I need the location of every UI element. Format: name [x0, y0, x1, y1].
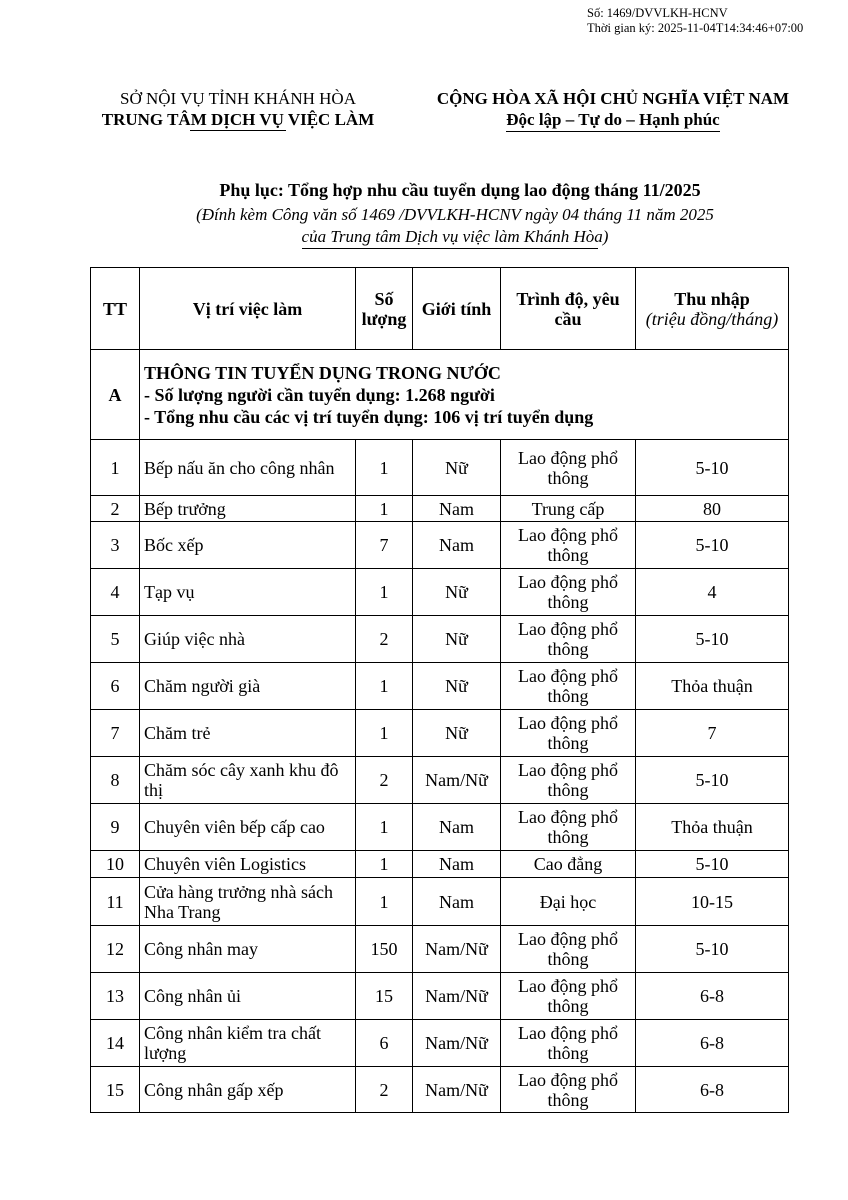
- row-requirement: Lao động phổ thông: [501, 926, 636, 973]
- row-tt: 4: [91, 569, 140, 616]
- national-title: CỘNG HÒA XÃ HỘI CHỦ NGHĨA VIỆT NAM: [436, 89, 790, 108]
- section-row: [91, 350, 789, 440]
- row-quantity: 1: [356, 496, 413, 522]
- row-requirement: Lao động phổ thông: [501, 710, 636, 757]
- income-label: Thu nhập: [674, 288, 750, 309]
- row-quantity: 6: [356, 1020, 413, 1067]
- row-income: 5-10: [636, 926, 789, 973]
- table-row: [91, 616, 789, 663]
- subtitle-line-1: (Đính kèm Công văn số 1469 /DVVLKH-HCNV ngày 04 tháng 11 năm 2025: [196, 205, 714, 224]
- table-row: [91, 522, 789, 569]
- col-header-gender: Giới tính: [413, 268, 501, 350]
- table-row: [91, 973, 789, 1020]
- row-quantity: 150: [356, 926, 413, 973]
- row-requirement: Trung cấp: [501, 496, 636, 522]
- col-header-income: [636, 268, 789, 350]
- table-row: [91, 851, 789, 878]
- row-quantity: 2: [356, 757, 413, 804]
- document-title: Phụ lục: Tổng hợp nhu cầu tuyển dụng lao động tháng 11/2025: [219, 180, 701, 200]
- agency-name: TRUNG TÂM DỊCH VỤ VIỆC LÀM: [101, 110, 375, 129]
- agency-header: [90, 88, 386, 130]
- row-gender: Nam/Nữ: [413, 1067, 501, 1113]
- row-requirement: Lao động phổ thông: [501, 569, 636, 616]
- row-requirement: Lao động phổ thông: [501, 663, 636, 710]
- table-row: [91, 440, 789, 496]
- table-row: [91, 663, 789, 710]
- row-position: Chăm sóc cây xanh khu đô thị: [140, 757, 356, 804]
- section-label: A: [91, 350, 140, 440]
- row-requirement: Lao động phổ thông: [501, 522, 636, 569]
- row-requirement: Lao động phổ thông: [501, 757, 636, 804]
- row-quantity: 1: [356, 440, 413, 496]
- row-quantity: 1: [356, 851, 413, 878]
- row-quantity: 1: [356, 878, 413, 926]
- row-gender: Nữ: [413, 616, 501, 663]
- col-header-quantity: Số lượng: [356, 268, 413, 350]
- row-gender: Nam/Nữ: [413, 1020, 501, 1067]
- signed-time: Thời gian ký: 2025-11-04T14:34:46+07:00: [587, 21, 804, 35]
- row-tt: 15: [91, 1067, 140, 1113]
- row-quantity: 7: [356, 522, 413, 569]
- row-income: 6-8: [636, 973, 789, 1020]
- row-requirement: Lao động phổ thông: [501, 440, 636, 496]
- row-gender: Nữ: [413, 440, 501, 496]
- row-income: 10-15: [636, 878, 789, 926]
- row-position: Giúp việc nhà: [140, 616, 356, 663]
- row-position: Chăm người già: [140, 663, 356, 710]
- row-income: 5-10: [636, 851, 789, 878]
- row-position: Công nhân kiểm tra chất lượng: [140, 1020, 356, 1067]
- row-position: Công nhân gấp xếp: [140, 1067, 356, 1113]
- row-income: 5-10: [636, 522, 789, 569]
- row-requirement: Lao động phổ thông: [501, 1020, 636, 1067]
- row-gender: Nam/Nữ: [413, 757, 501, 804]
- row-gender: Nam/Nữ: [413, 973, 501, 1020]
- col-header-position: Vị trí việc làm: [140, 268, 356, 350]
- row-gender: Nữ: [413, 663, 501, 710]
- row-requirement: Cao đẳng: [501, 851, 636, 878]
- table-row: [91, 804, 789, 851]
- row-quantity: 1: [356, 804, 413, 851]
- row-quantity: 2: [356, 616, 413, 663]
- parent-agency: SỞ NỘI VỤ TỈNH KHÁNH HÒA: [120, 89, 356, 108]
- income-unit: (triệu đồng/tháng): [645, 308, 779, 329]
- row-gender: Nam: [413, 878, 501, 926]
- row-income: 4: [636, 569, 789, 616]
- table-row: [91, 926, 789, 973]
- section-positions: - Tổng nhu cầu các vị trí tuyển dụng: 106 vị trí tuyển dụng: [144, 406, 594, 427]
- row-position: Chăm trẻ: [140, 710, 356, 757]
- row-quantity: 1: [356, 663, 413, 710]
- row-gender: Nam: [413, 851, 501, 878]
- row-gender: Nữ: [413, 569, 501, 616]
- row-gender: Nam/Nữ: [413, 926, 501, 973]
- row-income: 6-8: [636, 1067, 789, 1113]
- row-requirement: Lao động phổ thông: [501, 616, 636, 663]
- row-tt: 13: [91, 973, 140, 1020]
- row-tt: 14: [91, 1020, 140, 1067]
- row-position: Bếp trưởng: [140, 496, 356, 522]
- col-header-requirement: Trình độ, yêu cầu: [501, 268, 636, 350]
- table-row: [91, 710, 789, 757]
- table-row: [91, 569, 789, 616]
- table-row: [91, 496, 789, 522]
- row-position: Bốc xếp: [140, 522, 356, 569]
- row-requirement: Lao động phổ thông: [501, 1067, 636, 1113]
- digital-signature-stamp: [587, 6, 803, 36]
- row-quantity: 1: [356, 710, 413, 757]
- table-row: [91, 1067, 789, 1113]
- row-position: Chuyên viên bếp cấp cao: [140, 804, 356, 851]
- row-tt: 2: [91, 496, 140, 522]
- section-heading: THÔNG TIN TUYỂN DỤNG TRONG NƯỚC: [144, 362, 501, 383]
- row-requirement: Lao động phổ thông: [501, 804, 636, 851]
- row-quantity: 2: [356, 1067, 413, 1113]
- document-subtitle: [100, 204, 810, 248]
- row-position: Bếp nấu ăn cho công nhân: [140, 440, 356, 496]
- row-position: Cửa hàng trưởng nhà sách Nha Trang: [140, 878, 356, 926]
- table-row: [91, 878, 789, 926]
- row-income: 5-10: [636, 757, 789, 804]
- row-tt: 10: [91, 851, 140, 878]
- national-header: [410, 88, 816, 132]
- row-income: 5-10: [636, 616, 789, 663]
- table-row: [91, 757, 789, 804]
- document-number: Số: 1469/DVVLKH-HCNV: [587, 6, 728, 20]
- national-motto: Độc lập – Tự do – Hạnh phúc: [506, 109, 719, 132]
- col-header-tt: TT: [91, 268, 140, 350]
- section-headcount: - Số lượng người cần tuyển dụng: 1.268 người: [144, 384, 495, 405]
- row-quantity: 1: [356, 569, 413, 616]
- row-tt: 3: [91, 522, 140, 569]
- agency-underline: [190, 130, 286, 131]
- row-position: Chuyên viên Logistics: [140, 851, 356, 878]
- section-info: [140, 350, 789, 440]
- row-tt: 7: [91, 710, 140, 757]
- row-income: 80: [636, 496, 789, 522]
- recruitment-table: [90, 267, 789, 1113]
- row-income: Thỏa thuận: [636, 804, 789, 851]
- table-header-row: [91, 268, 789, 350]
- row-gender: Nam: [413, 522, 501, 569]
- row-quantity: 15: [356, 973, 413, 1020]
- subtitle-line-2: của Trung tâm Dịch vụ việc làm Khánh Hòa): [301, 227, 609, 246]
- row-tt: 11: [91, 878, 140, 926]
- row-gender: Nam: [413, 496, 501, 522]
- row-income: Thỏa thuận: [636, 663, 789, 710]
- row-requirement: Lao động phổ thông: [501, 973, 636, 1020]
- row-tt: 8: [91, 757, 140, 804]
- row-position: Công nhân ủi: [140, 973, 356, 1020]
- row-tt: 5: [91, 616, 140, 663]
- row-tt: 1: [91, 440, 140, 496]
- subtitle-underline: [302, 248, 598, 249]
- row-tt: 6: [91, 663, 140, 710]
- row-gender: Nữ: [413, 710, 501, 757]
- row-requirement: Đại học: [501, 878, 636, 926]
- row-income: 6-8: [636, 1020, 789, 1067]
- row-gender: Nam: [413, 804, 501, 851]
- row-tt: 9: [91, 804, 140, 851]
- table-row: [91, 1020, 789, 1067]
- row-position: Tạp vụ: [140, 569, 356, 616]
- row-position: Công nhân may: [140, 926, 356, 973]
- row-income: 5-10: [636, 440, 789, 496]
- row-tt: 12: [91, 926, 140, 973]
- row-income: 7: [636, 710, 789, 757]
